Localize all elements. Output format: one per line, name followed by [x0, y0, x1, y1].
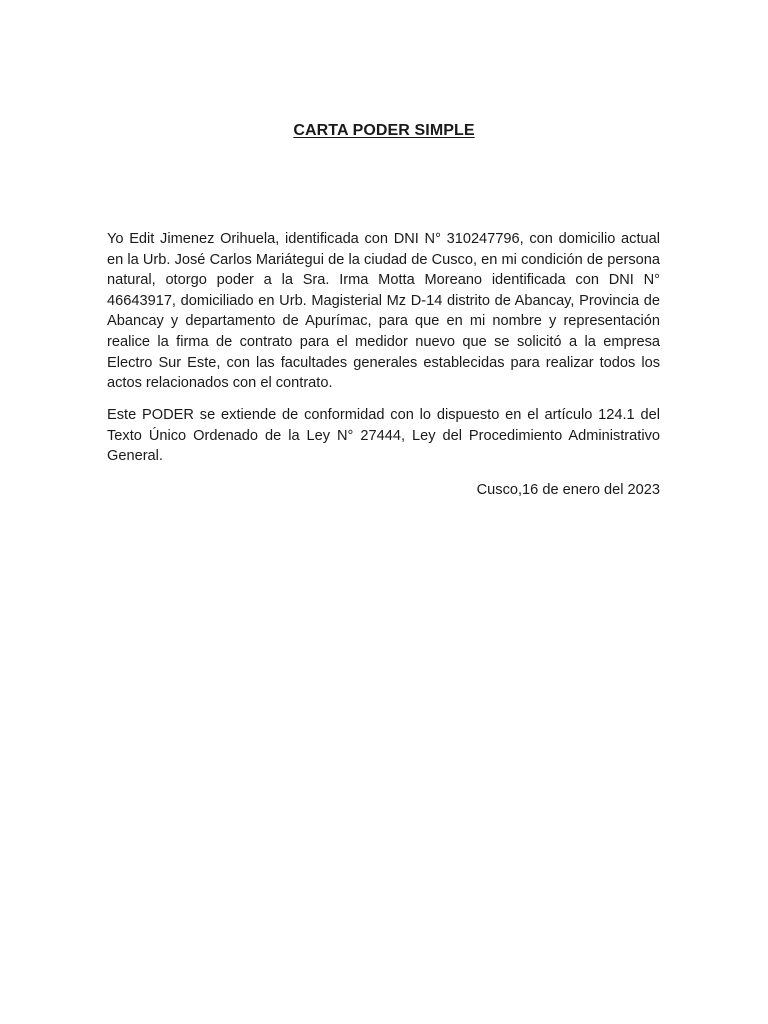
paragraph-legal-basis: Este PODER se extiende de conformidad con lo dispuesto en el artículo 124.1 del Texto Único Ordenado de la Ley N° 27444, Ley del Procedimiento Administrativo General.	[107, 407, 660, 465]
place-and-date: Cusco,16 de enero del 2023	[476, 482, 660, 498]
paragraph-grant-of-power: Yo Edit Jimenez Orihuela, identificada con DNI N° 310247796, con domicilio actual en la Urb. José Carlos Mariátegui de la ciudad de Cusco, en mi condición de persona natural, otorgo poder a la Sra. Irma Motta Moreano identificada con DNI N° 46643917, domiciliado en Urb. Magisterial Mz D-14 distrito de Abancay, Provincia de Abancay y departamento de Apurímac, para que en mi nombre y representación realice la firma de contrato para el medidor nuevo que se solicitó a la empresa Electro Sur Este, con las facultades generales establecidas para realizar todos los actos relacionados con el contrato.	[107, 231, 660, 392]
document-title: CARTA PODER SIMPLE	[293, 122, 475, 139]
